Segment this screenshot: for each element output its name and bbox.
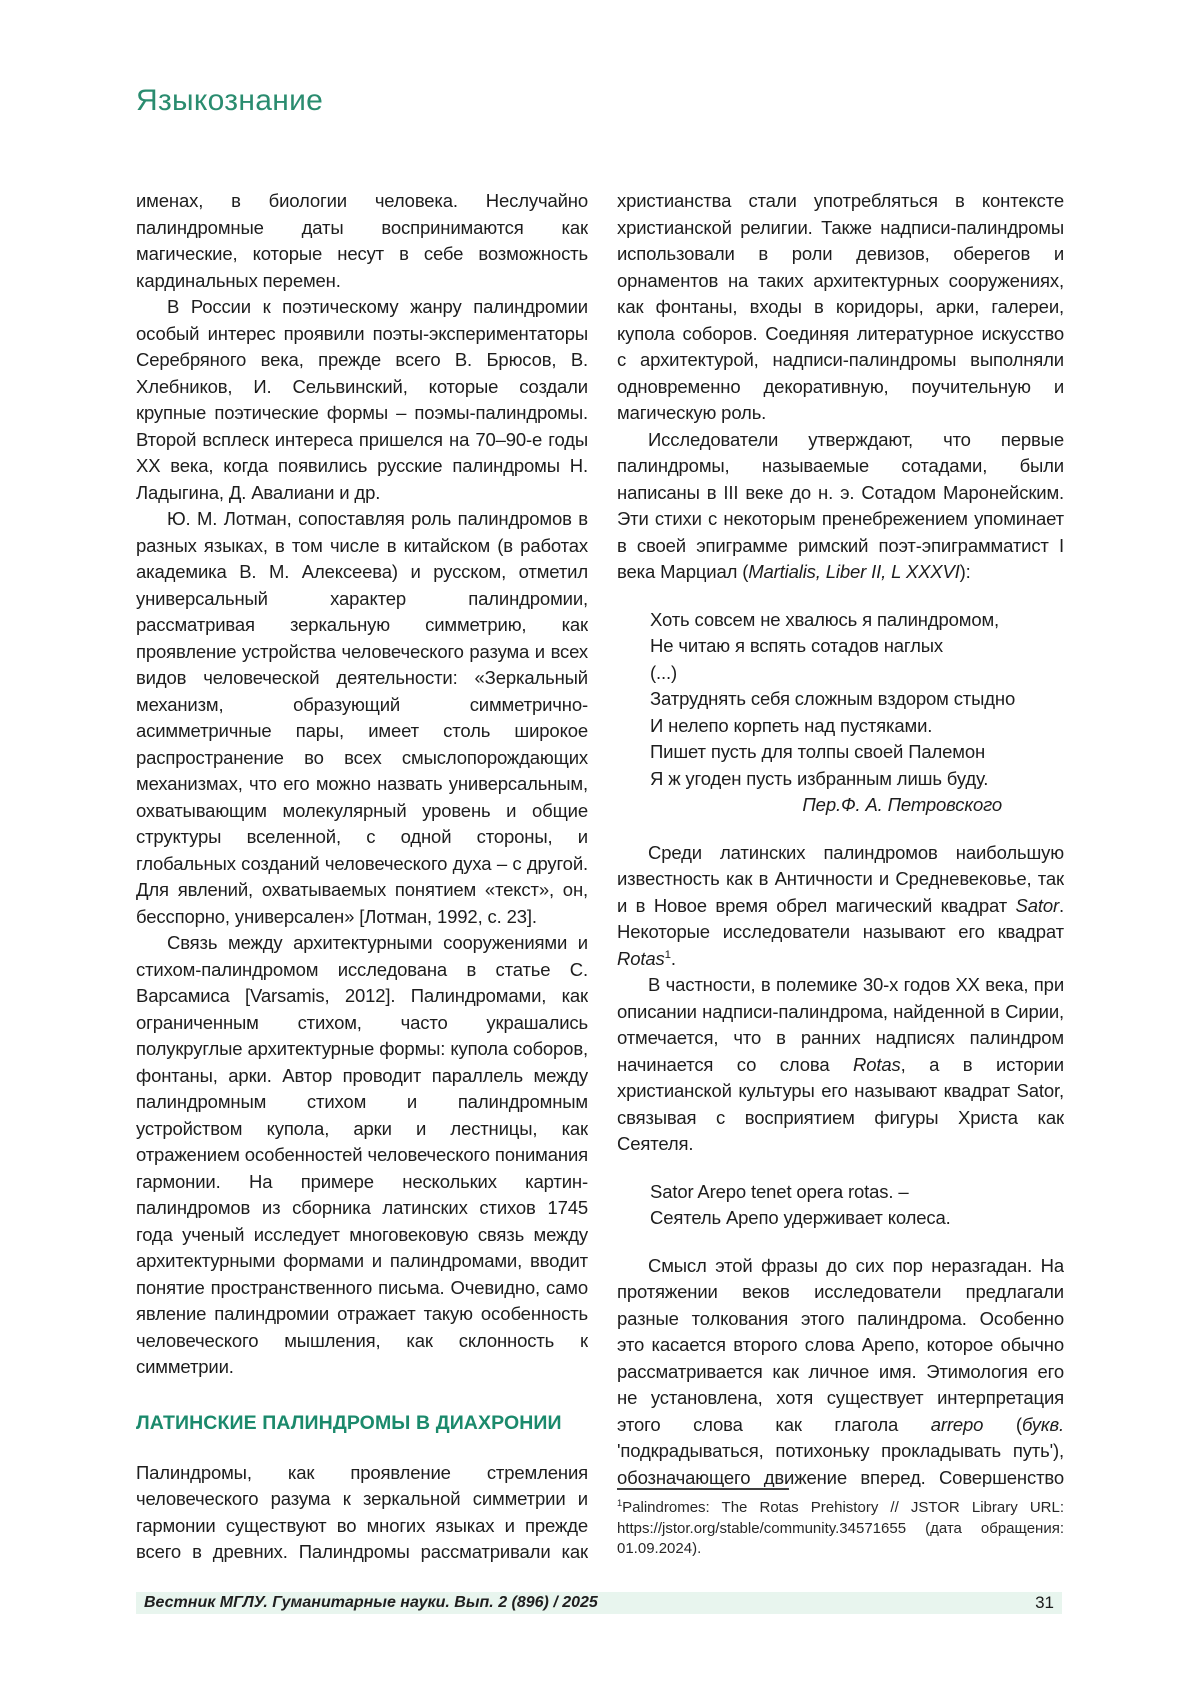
latin-quote xyxy=(650,1179,1002,1232)
text-run: Смысл этой фразы до сих пор неразгадан. На протяжении веков исследователи предлагали разные толкования этого палиндрома. Особенно это касается второго слова Арепо, которое обычно рассматривается как личное имя. Этимология его не установлена, хотя существует интерпретация этого слова как глагола xyxy=(617,1254,1064,1435)
paragraph xyxy=(617,1253,1064,1488)
italic-text: Rotas xyxy=(853,1053,901,1075)
italic-text: arrepo xyxy=(930,1413,984,1435)
superscript: 1 xyxy=(617,1498,623,1508)
section-heading: ЛАТИНСКИЕ ПАЛИНДРОМЫ В ДИАХРОНИИ xyxy=(136,1411,562,1434)
text-run: Palindromes: The Rotas Prehistory // JSTOR Library URL: https://jstor.org/stable/community.34571655 (дата обращения: 01.09.2024). xyxy=(617,1499,1064,1557)
italic-text: Rotas xyxy=(617,947,665,969)
text-run: 'подкрадываться, потихоньку прокладывать путь'), обозначающего движение вперед. Совершенство xyxy=(617,1440,1064,1487)
text-run: Ю. М. Лотман, сопоставляя роль палиндромов в разных языках, в том числе в китайском (в работах академика В. М. Алексеева) и русском, отметил универсальный характер палиндромии, рассматривая зеркальную симметрию, как проявление устройства человеческого разума и всех видов человеческой деятельности: «Зеркальный механизм, образующий симметрично-асимметричные пары, имеет столь широкое распространение во всех смыслопорождающих механизмах, что его можно назвать универсальным, охватывающим молекулярный уровень и общие структуры вселенной, с одной стороны, и глобальных созданий человеческого духа – с другой. Для явлений, охватываемых понятием «текст», он, бесспорно, универсален» [Лотман, 1992, с. 23]. xyxy=(136,508,588,927)
right-column xyxy=(617,188,1064,1487)
text-run: христианства стали употребляться в контексте христианской религии. Также надписи-палиндромы использовали в роли девизов, оберегов и орнаментов на таких архитектурных сооружениях, как фонтаны, входы в коридоры, арки, галереи, купола соборов. Соединяя литературное искусство с архитектурой, надписи-палиндромы выполняли одновременно декоративную, поучительную и магическую роль. xyxy=(617,190,1064,423)
superscript: 1 xyxy=(664,948,671,961)
quote-line: Сеятель Арепо удерживает колеса. xyxy=(650,1207,951,1228)
page-footer xyxy=(136,1592,1062,1614)
paragraph xyxy=(136,294,588,506)
page-number: 31 xyxy=(1035,1593,1054,1612)
text-run: . Некоторые исследователи называют его квадрат xyxy=(617,894,1064,942)
text-run: , а в истории христианской культуры его называют квадрат Sator, связывая с восприятием фигуры Христа как Сеятеля. xyxy=(617,1053,1064,1154)
text-run: Среди латинских палиндромов наибольшую известность как в Античности и Средневековье, так и в Новое время обрел магический квадрат xyxy=(617,841,1064,916)
text-run: ( xyxy=(983,1413,1022,1435)
journal-citation: Вестник МГЛУ. Гуманитарные науки. Вып. 2 (896) / 2025 xyxy=(144,1594,598,1611)
text-run: ): xyxy=(959,561,971,582)
paragraph xyxy=(617,188,1064,427)
quote-line: Затруднять себя сложным вздором стыдно xyxy=(650,688,1016,709)
text-run: Палиндромы, как проявление стремления человеческого разума к зеркальной симметрии и гармонии существуют во многих языках и прежде всего в древних. Палиндромы рассматривали как xyxy=(136,1461,588,1562)
page-title: Языкознание xyxy=(136,84,324,117)
paragraph xyxy=(617,840,1064,973)
left-column xyxy=(136,188,588,1566)
text-run: Связь между архитектурными сооружениями и стихом-палиндромом исследована в статье С. Варсамиса [Varsamis, 2012]. Палиндромами, как ограниченным стихом, часто украшались полукруглые архитектурные формы: купола соборов, фонтаны, арки. Автор проводит параллель между палиндромным стихом и палиндромным устройством купола, арки и лестницы, как отражением особенностей человеческого понимания гармонии. На примере нескольких картин-палиндромов из сборника латинских стихов 1745 года ученый исследует многовековую связь между архитектурными формами и палиндромами, вводит понятие пространственного письма. Очевидно, само явление палиндромии отражает такую особенность человеческого мышления, как склонность к симметрии. xyxy=(136,932,588,1377)
text-run: именах, в биологии человека. Неслучайно палиндромные даты воспринимаются как магические, которые несут в себе возможность кардинальных перемен. xyxy=(136,190,588,291)
text-run: В частности, в полемике 30-х годов XX века, при описании надписи-палиндрома, найденной в Сирии, отмечается, что в ранних надписях палиндром начинается со слова xyxy=(617,974,1064,1075)
quote-line: (...) xyxy=(650,661,677,683)
paragraph xyxy=(136,506,588,930)
verse-quote xyxy=(650,607,1016,819)
italic-text: букв. xyxy=(1021,1413,1064,1435)
paragraph xyxy=(136,1460,588,1567)
paragraph xyxy=(617,972,1064,1158)
quote-line: Пишет пусть для толпы своей Палемон xyxy=(650,741,986,762)
quote-line: Sator Arepo tenet opera rotas. – xyxy=(650,1180,909,1202)
paragraph xyxy=(136,930,588,1381)
quote-line: Не читаю я вспять сотадов наглых xyxy=(650,635,943,656)
text-run: . xyxy=(670,947,676,969)
quote-line: Хоть совсем не хвалюсь я палиндромом, xyxy=(650,608,1000,630)
quote-line: И нелепо корпеть над пустяками. xyxy=(650,714,933,736)
italic-text: Sator xyxy=(1015,894,1059,916)
italic-text: Martialis, Liber II, L XXXVI xyxy=(748,561,960,582)
two-column-layout xyxy=(136,188,1064,1566)
text-run: Исследователи утверждают, что первые палиндромы, называемые сотадами, были написаны в III веке до н. э. Сотадом Маронейским. Эти стихи с некоторым пренебрежением упоминает в своей эпиграмме римский поэт-эпиграмматист I века Марциал ( xyxy=(617,428,1064,582)
paragraph xyxy=(617,427,1064,586)
translator-attribution: Пер.Ф. А. Петровского xyxy=(802,794,1002,815)
quote-line: Я ж угоден пусть избранным лишь буду. xyxy=(650,767,989,789)
paragraph xyxy=(136,188,588,294)
footnote xyxy=(617,1488,1064,1560)
text-run: В России к поэтическому жанру палиндромии особый интерес проявили поэты-экспериментаторы Серебряного века, прежде всего В. Брюсов, В. Хлебников, И. Сельвинский, которые создали крупные поэтические формы – поэмы-палиндромы. Второй всплеск интереса пришелся на 70–90-е годы XX века, когда появились русские палиндромы Н. Ладыгина, Д. Авалиани и др. xyxy=(136,296,588,503)
